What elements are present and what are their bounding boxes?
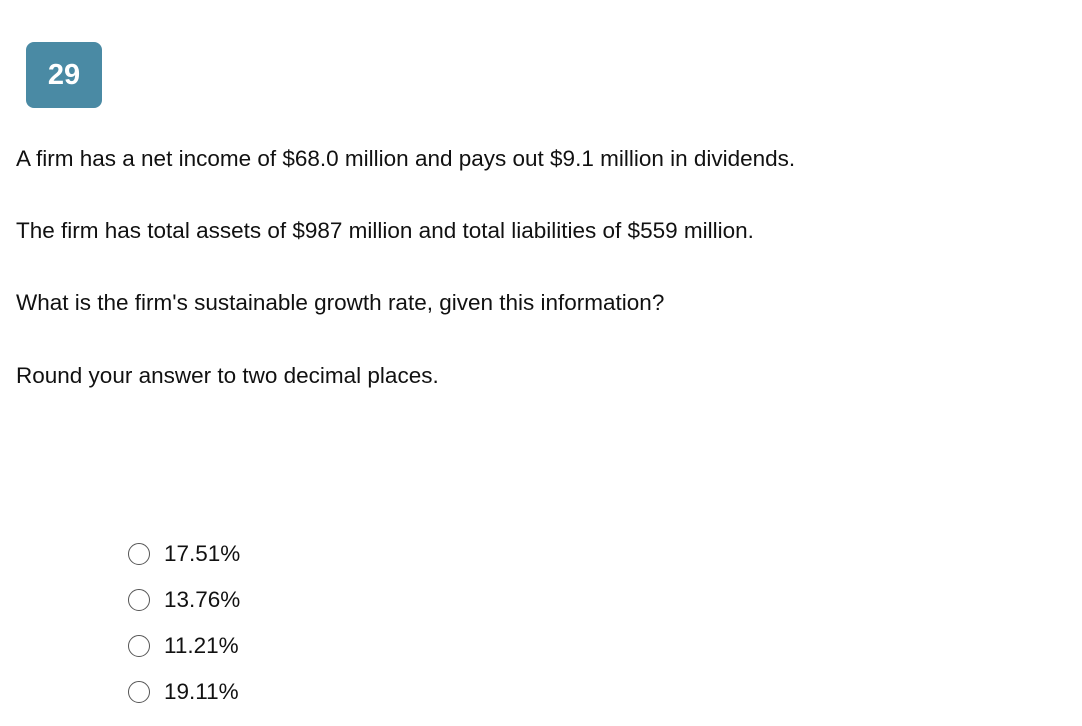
answer-option-2[interactable] xyxy=(128,577,240,623)
question-number-badge: 29 xyxy=(26,42,102,108)
answer-option-label[interactable]: 11.21% xyxy=(164,633,239,658)
radio-button[interactable] xyxy=(128,589,150,611)
question-instruction: Round your answer to two decimal places. xyxy=(16,363,439,388)
question-text-line-2: The firm has total assets of $987 million and total liabilities of $559 million. xyxy=(16,218,754,243)
radio-button[interactable] xyxy=(128,681,150,703)
answer-option-label[interactable]: 13.76% xyxy=(164,587,241,612)
answer-option-1[interactable] xyxy=(128,531,240,577)
question-text-line-1: A firm has a net income of $68.0 million and pays out $9.1 million in dividends. xyxy=(16,146,796,171)
question-text-line-3: What is the firm's sustainable growth rate, given this information? xyxy=(16,290,665,315)
answer-option-3[interactable] xyxy=(128,623,240,669)
answer-option-label[interactable]: 19.11% xyxy=(164,679,239,704)
answer-options xyxy=(128,531,240,715)
radio-button[interactable] xyxy=(128,543,150,565)
answer-option-4[interactable] xyxy=(128,669,240,715)
answer-option-label[interactable]: 17.51% xyxy=(164,541,241,566)
radio-button[interactable] xyxy=(128,635,150,657)
